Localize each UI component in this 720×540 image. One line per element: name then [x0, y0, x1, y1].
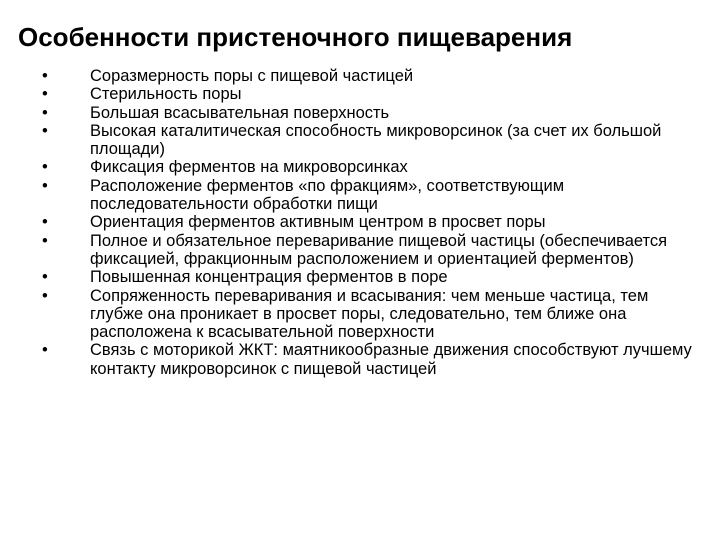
list-item — [0, 287, 720, 342]
list-item-text: Полное и обязательное переваривание пищевой частицы (обеспечивается фиксацией, фракционным расположением и ориентацией ферментов) — [90, 231, 668, 268]
bullet-icon: • — [42, 268, 48, 287]
bullet-icon: • — [42, 121, 48, 140]
list-item — [0, 268, 720, 286]
bullet-list — [0, 67, 720, 378]
list-item — [0, 85, 720, 103]
list-item-text: Высокая каталитическая способность микроворсинок (за счет их большой площади) — [90, 121, 662, 159]
list-item — [0, 67, 720, 85]
list-item — [0, 158, 720, 176]
slide-title: Особенности пристеночного пищеварения — [18, 22, 573, 52]
bullet-icon: • — [42, 176, 48, 195]
bullet-icon: • — [42, 286, 48, 305]
list-item — [0, 213, 720, 231]
list-item-text: Соразмерность поры с пищевой частицей — [90, 67, 414, 85]
bullet-icon: • — [42, 158, 48, 177]
list-item-text: Ориентация ферментов активным центром в просвет поры — [90, 213, 546, 232]
list-item — [0, 104, 720, 122]
bullet-icon: • — [42, 67, 48, 85]
bullet-icon: • — [42, 85, 48, 104]
bullet-icon: • — [42, 213, 48, 232]
list-item-text: Связь с моторикой ЖКТ: маятникообразные движения способствуют лучшему контакту микроворсинок с пищевой частицей — [90, 341, 692, 378]
list-item-text: Повышенная концентрация ферментов в поре — [90, 268, 448, 287]
list-item-text: Фиксация ферментов на микроворсинках — [90, 158, 408, 177]
list-item — [0, 177, 720, 214]
list-item-text: Большая всасывательная поверхность — [90, 103, 390, 122]
list-item — [0, 341, 720, 378]
bullet-icon: • — [42, 231, 48, 250]
list-item-text: Сопряженность переваривания и всасывания: чем меньше частица, тем глубже она проникает в просвет поры, следовательно, тем ближе она расположена к всасывательной поверхности — [90, 286, 649, 342]
list-item — [0, 122, 720, 159]
list-item-text: Стерильность поры — [90, 85, 242, 104]
bullet-icon: • — [42, 341, 48, 360]
bullet-icon: • — [42, 103, 48, 122]
list-item — [0, 232, 720, 269]
list-item-text: Расположение ферментов «по фракциям», соответствующим последовательности обработки пищи — [90, 176, 565, 214]
